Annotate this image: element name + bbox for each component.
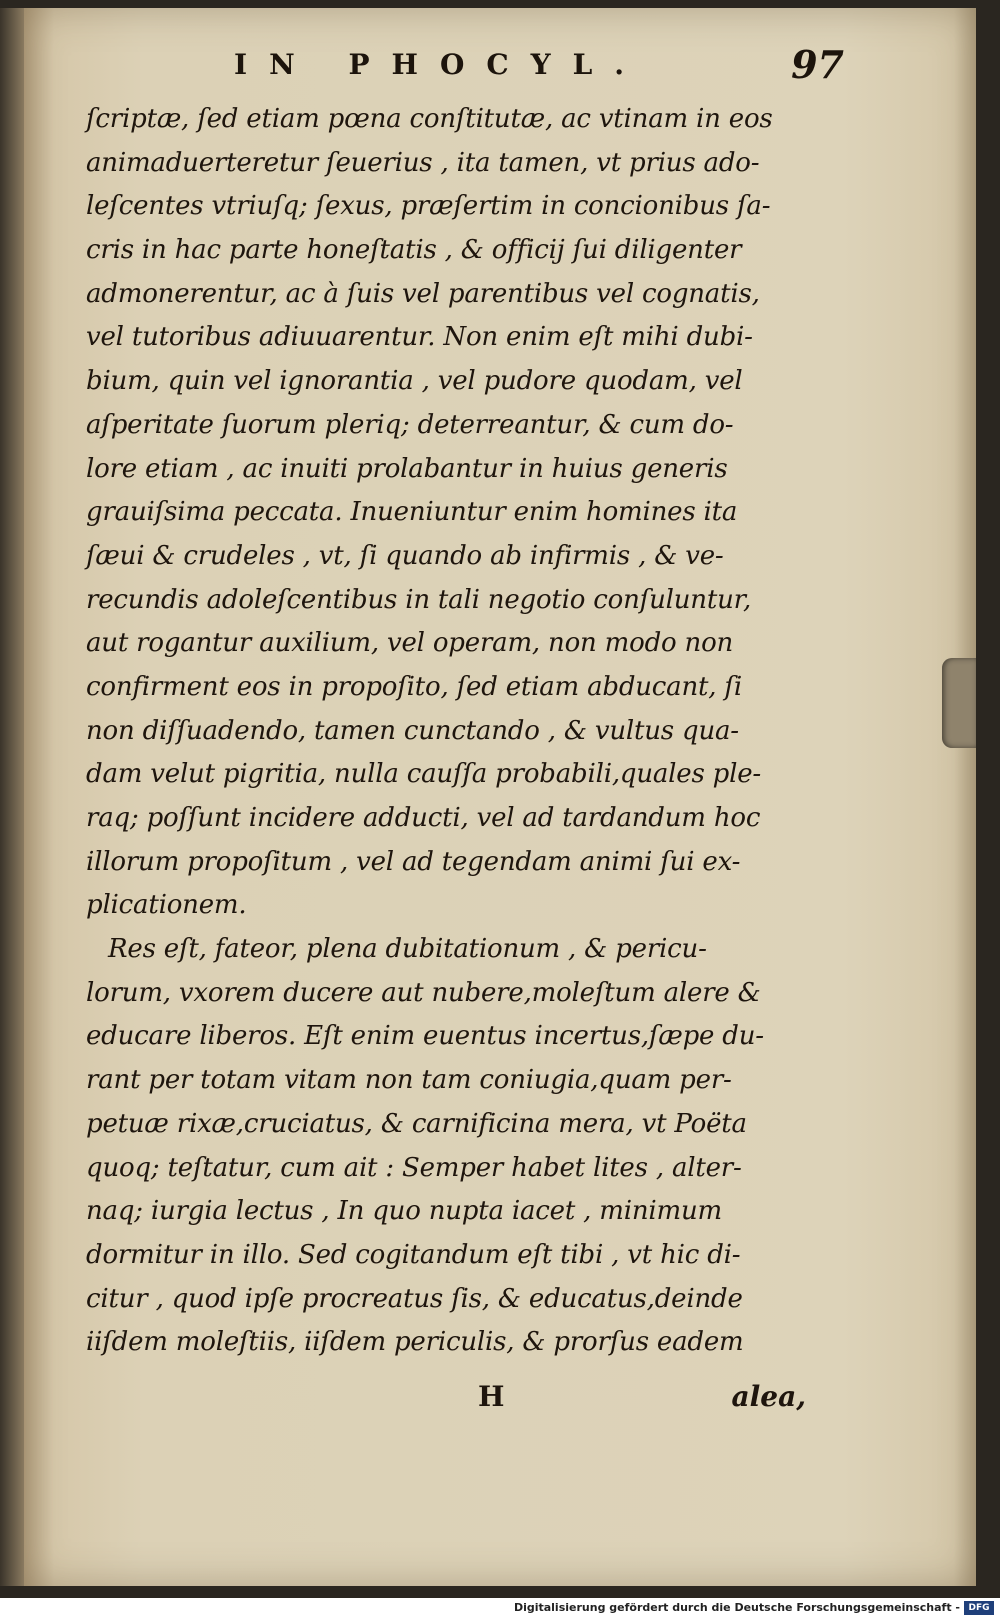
text-line: dam velut pigritia, nulla cauſſa probabili,quales ple- bbox=[86, 759, 762, 790]
text-line: quoq; teſtatur, cum ait : Semper habet lites , alter- bbox=[86, 1152, 742, 1183]
binding-edge bbox=[0, 8, 24, 1586]
dfg-logo: DFG bbox=[964, 1601, 994, 1615]
text-line: illorum propoſitum , vel ad tegendam animi ſui ex- bbox=[86, 846, 741, 877]
text-line: aut rogantur auxilium, vel operam, non modo non bbox=[86, 628, 734, 659]
text-line: admonerentur, ac à ſuis vel parentibus vel cognatis, bbox=[86, 278, 760, 309]
page-header bbox=[84, 42, 844, 92]
text-line: aſperitate ſuorum pleriq; deterreantur, & cum do- bbox=[86, 409, 734, 440]
signature-mark: H bbox=[478, 1380, 505, 1413]
book-page bbox=[24, 8, 976, 1586]
text-line: dormitur in illo. Sed cogitandum eſt tibi , vt hic di- bbox=[86, 1239, 741, 1270]
text-line: educare liberos. Eſt enim euentus incertus,ſæpe du- bbox=[86, 1021, 764, 1052]
text-line: cris in hac parte honeſtatis , & officij ſui diligenter bbox=[86, 235, 742, 266]
page-clip bbox=[942, 658, 976, 748]
text-line: ſcriptæ, ſed etiam pœna conſtitutæ, ac vtinam in eos bbox=[86, 104, 773, 134]
text-line: petuæ rixæ,cruciatus, & carnificina mera, vt Poëta bbox=[86, 1108, 747, 1139]
text-line: leſcentes vtriuſq; ſexus, præſertim in concionibus ſa- bbox=[86, 191, 771, 222]
text-line: iiſdem moleſtiis, iiſdem periculis, & prorſus eadem bbox=[86, 1327, 744, 1358]
text-line: citur , quod ipſe procreatus ſis, & educatus,deinde bbox=[86, 1283, 743, 1314]
text-line: Res eſt, fateor, plena dubitationum , & pericu- bbox=[108, 934, 707, 965]
text-line: bium, quin vel ignorantia , vel pudore quodam, vel bbox=[86, 366, 743, 397]
text-line: lore etiam , ac inuiti prolabantur in huius generis bbox=[86, 453, 728, 484]
text-line: raq; poſſunt incidere adducti, vel ad tardandum hoc bbox=[86, 803, 761, 833]
text-line: lorum, vxorem ducere aut nubere,moleſtum alere & bbox=[86, 977, 761, 1008]
text-line: confirment eos in propoſito, ſed etiam abducant, ſi bbox=[86, 671, 742, 702]
text-line: rant per totam vitam non tam coniugia,quam per- bbox=[86, 1065, 732, 1096]
text-line: non diſſuadendo, tamen cunctando , & vultus qua- bbox=[86, 715, 739, 746]
text-line: grauiſsima peccata. Inueniuntur enim homines ita bbox=[86, 497, 738, 528]
text-line: plicationem. bbox=[86, 890, 247, 921]
text-line: naq; iurgia lectus , In quo nupta iacet , minimum bbox=[86, 1196, 722, 1227]
text-line: ſæui & crudeles , vt, ſi quando ab infirmis , & ve- bbox=[86, 540, 724, 571]
catchword: alea, bbox=[731, 1380, 806, 1413]
body-text bbox=[86, 98, 826, 1365]
digitization-credit: Digitalisierung gefördert durch die Deutsche Forschungsgemeinschaft - bbox=[513, 1601, 960, 1614]
text-line: animaduerteretur ſeuerius , ita tamen, vt prius ado- bbox=[86, 147, 760, 178]
page-number: 97 bbox=[791, 42, 844, 87]
page-footer bbox=[86, 1380, 826, 1424]
digitization-credit-bar bbox=[0, 1598, 1000, 1619]
text-line: recundis adoleſcentibus in tali negotio conſuluntur, bbox=[86, 584, 752, 615]
running-head: IN PHOCYL. bbox=[234, 48, 647, 81]
text-line: vel tutoribus adiuuarentur. Non enim eſt mihi dubi- bbox=[86, 322, 753, 353]
